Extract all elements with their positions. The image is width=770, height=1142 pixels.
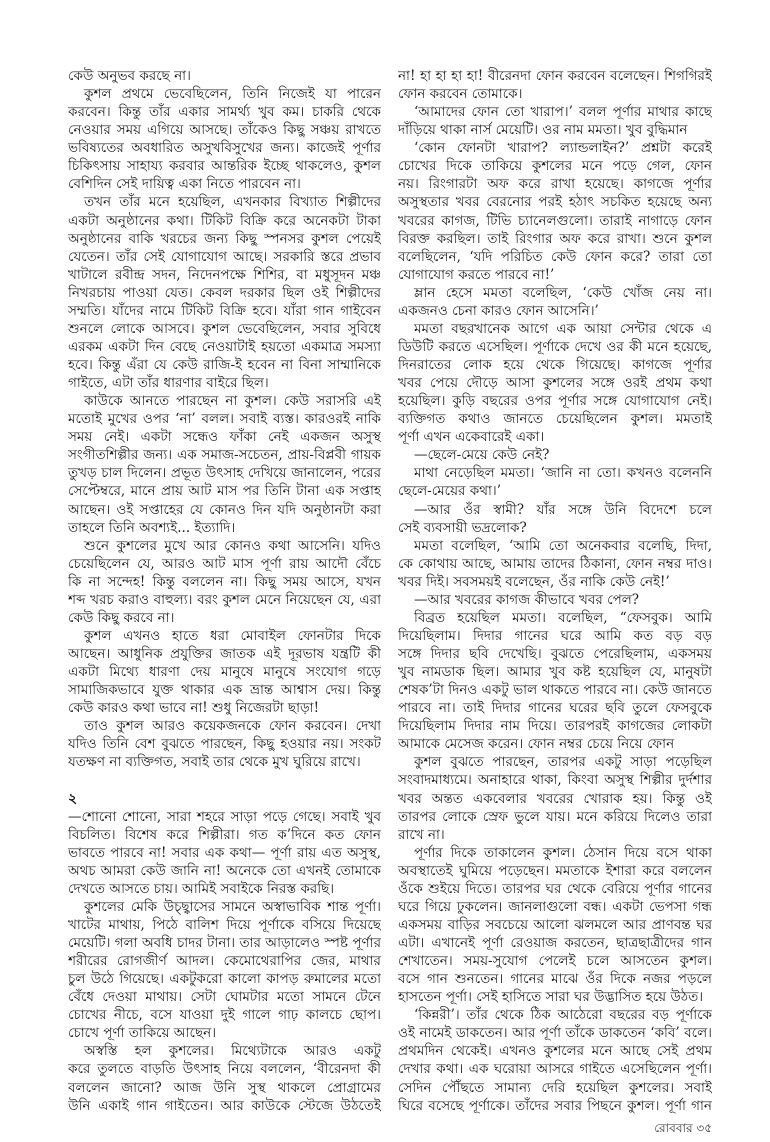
text-line: —আর খবরের কাগজ কীভাবে খবর পেল?	[414, 591, 640, 608]
text-line: তাও কুশল আরও কয়েকজনকে ফোন করবেন। দেখা	[84, 718, 381, 735]
paragraph	[398, 537, 712, 591]
text-line: শেষক’টা দিনও একটু ভাল থাকতে পারবে না। কেউ জানতে	[398, 682, 712, 699]
paragraph	[398, 1006, 712, 1114]
text-line: শরীরের রোগজীর্ণ আদল। কেমোথেরাপির জের, মাথার	[68, 953, 381, 970]
paragraph	[398, 139, 712, 284]
text-line: ছেলে-মেয়ের কথা।’	[398, 483, 501, 500]
text-line: অস্বস্তি হল কুশলের। মিথ্যেটাকে আরও একটু	[84, 1043, 381, 1060]
text-line: ‘আমাদের ফোন তো খারাপ।’ বলল পূর্ণার মাথার কাছে	[414, 104, 712, 121]
text-line: ‘কিন্নরী’। তাঁর থেকে ঠিক আঠেরো বছরের বড় পূর্ণাকে	[414, 1007, 712, 1024]
text-line: কুশল বুঝতে পারছেন, তারপর একটু সাড়া পড়েছিল	[414, 754, 712, 771]
text-line: পারবে না। তাই দিদার গানের ঘরের ছবি তুলে ফেসবুকে	[398, 700, 712, 717]
text-line: বেশিদিন সেই দায়িত্ব একা নিতে পারবেন না।	[68, 176, 301, 193]
text-line: ভাবতে পারবে না! সবার এক কথা— পূর্ণা রায় এত অসুস্থ,	[68, 844, 381, 861]
text-line: করে তুলতে বাড়তি উৎসাহ নিয়ে বললেন, ‘বীরেনদা কী	[68, 1061, 381, 1078]
text-line: কেউ কারও কথা ভাবে না! শুধু নিজেরটা ছাড়া!	[68, 700, 319, 717]
text-line: খবর অন্তত একবেলার খবরের খোরাক হয়। কিন্তু ওই	[398, 790, 712, 807]
text-line: কুশল এখনও হাতে ধরা মোবাইল ফোনটার দিকে	[84, 627, 381, 644]
text-line: অনুষ্ঠানের বাকি খরচের জন্য কিছু স্পনসর কুশল পেয়েই	[68, 230, 381, 247]
paragraph	[398, 464, 712, 500]
text-line: অথচ আমরা কেউ জানি না! অনেকে তো এখনই তোমাকে	[68, 862, 381, 879]
right-column	[398, 67, 712, 1117]
text-line: প্রথমদিন থেকেই। এখনও কুশলের মনে আছে সেই প্রথম	[398, 1043, 712, 1060]
text-line: খবর দিই। সবসময়ই বলেছেন, ওঁর নাকি কেউ নেই!’	[398, 573, 670, 590]
text-line: মাথা নেড়েছিল মমতা। ‘জানি না তো। কখনও বলেননি	[414, 465, 712, 482]
text-line: আছেন। আধুনিক প্রযুক্তির জাতক এই দূরভাষ যন্ত্রটি কী	[68, 646, 381, 662]
paragraph	[398, 284, 712, 320]
paragraph	[398, 446, 712, 464]
text-line: বেঁধে দেওয়া মাথায়। সেটা ঘোমটার মতো সামনে টেনে	[68, 989, 381, 1006]
text-line: আছেন। ওই সপ্তাহের যে কোনও দিন যদি অনুষ্ঠানটা করা	[68, 501, 381, 518]
text-line: না! হা হা হা হা! বীরেনদা ফোন করবেন বলেছেন। শিগগিরই	[398, 68, 712, 84]
text-line: যতক্ষণ না ব্যক্তিগত, সবাই তার থেকে মুখ ঘুরিয়ে রাখে।	[68, 754, 361, 771]
text-line: যেতেন। তাঁর সেই যোগাযোগ আছে। সরকারি স্তরে প্রভাব	[68, 248, 381, 265]
text-line: যদিও তিনি বেশ বুঝতে পারছেন, কিছু হওয়ার নয়। সংকট	[68, 736, 381, 753]
paragraph	[398, 591, 712, 609]
text-line: কি না সন্দেহ! কিন্তু বললেন না। কিছু সময় আসে, যখন	[68, 573, 381, 590]
text-line: সময় নেই। একটা সন্ধেও ফাঁকা নেই একজন অসুস্থ	[68, 429, 381, 446]
text-line: চোখে পূর্ণা তাকিয়ে আছেন।	[68, 1025, 217, 1042]
paragraph	[68, 627, 381, 717]
paragraph	[68, 392, 381, 537]
text-line: নয়। রিংগারটা অফ করে রাখা হয়েছে। কাগজে পূর্ণার	[398, 176, 712, 193]
paragraph	[398, 609, 712, 754]
text-line: দিয়েছিলাম। দিদার গানের ঘরে আমি কত বড় বড়	[398, 627, 712, 644]
text-line: বললেন জানো? আজ উনি সুস্থ থাকলে প্রোগ্রামের	[68, 1079, 381, 1096]
paragraph	[398, 844, 712, 1007]
text-line: শুনে কুশলের মুখে আর কোনও কথা আসেনি। যদিও	[84, 537, 381, 554]
paragraph	[68, 898, 381, 1043]
text-line: ঘিরে বসেছে পূর্ণাকে। তাঁদের সবার পিছনে কুশল। পূর্ণা গান	[398, 1097, 712, 1114]
text-line: সামাজিকভাবে যুক্ত থাকার এক ভ্রান্ত আশ্বাস দেয়। কিন্তু	[68, 682, 381, 699]
text-line: দিনরাতের লোক হয়ে থেকে গিয়েছে। কাগজে পূর্ণার	[398, 357, 712, 373]
paragraph	[398, 501, 712, 537]
text-line: খাটের মাথায়, পিঠে বালিশ দিয়ে পূর্ণাকে বসিয়ে দিয়েছে	[68, 916, 381, 933]
left-column	[68, 67, 381, 1117]
text-line: ওই নামেই ডাকতেন। আর পূর্ণা তাঁকে ডাকতেন ‘কবি’ বলে।	[398, 1025, 712, 1042]
text-line: বলেছিলেন, ‘যদি পরিচিত কেউ ফোন করে? তারা তো	[398, 248, 712, 265]
text-line: মমতা বছরখানেক আগে এক আয়া সেন্টার থেকে এ	[414, 320, 712, 337]
text-line: তখন তাঁর মনে হয়েছিল, এখনকার বিখ্যাত শিল্পীদের	[84, 194, 381, 211]
text-line: উনি একাই গান গাইতেন। আর কাউকে স্টেজে উঠতেই	[68, 1097, 381, 1114]
text-line: অবস্থাতেই ঘুমিয়ে পড়েছেন। মমতাকে ইশারা করে বললেন	[398, 862, 712, 879]
text-line: মতোই মুখের ওপর ‘না’ বলল। সবাই ব্যস্ত। কারওরই নাকি	[68, 411, 381, 428]
text-line: কেউ কিছু করবে না।	[68, 609, 175, 626]
text-line: শুনলে লোকে আসবে। কুশল ভেবেছিলেন, সবার সুবিধে	[68, 320, 381, 337]
text-line: পূর্ণার দিকে তাকালেন কুশল। ঠেসান দিয়ে বসে থাকা	[414, 844, 712, 861]
text-line: কে কোথায় আছে, আমায় তাদের ঠিকানা, ফোন নম্বর দাও।	[398, 555, 712, 572]
text-line: —শোনো শোনো, সারা শহরে সাড়া পড়ে গেছে। সবাই খুব	[68, 808, 381, 825]
text-line: ভবিষ্যতের অবধারিত অসুখবিসুখের জন্য। কাজেই পূর্ণার	[68, 140, 381, 157]
text-line: সঙ্গে দিদার ছবি দেখেছি। বুঝতে পেরেছিলাম, একসময়	[398, 646, 712, 662]
text-line: খুব নামডাক ছিল। আমার খুব কষ্ট হয়েছিল যে, মানুষটা	[398, 664, 712, 681]
text-line: চেয়েছিলেন যে, আরও আট মাস পূর্ণা রায় আদৌ বেঁচে	[68, 555, 381, 572]
text-line: একজনও চেনা কারও ফোন আসেনি।’	[398, 302, 599, 319]
text-line: দেখার কথা। এক ঘরোয়া আসরে গাইতে এসেছিলেন পূর্ণা।	[398, 1061, 712, 1078]
paragraph	[398, 320, 712, 446]
text-line: কুশল প্রথমে ভেবেছিলেন, তিনি নিজেই যা পারেন	[84, 86, 381, 103]
text-line: করবেন। কিন্তু তাঁর একার সামর্থ্য খুব কম। চাকরি থেকে	[68, 104, 381, 121]
text-line: খবরের কাগজ, টিভি চ্যানেলগুলো। তারাই নাগাড়ে ফোন	[398, 212, 712, 229]
text-line: তারপর লোকে স্রেফ ভুলে যায়। মনে করিয়ে দিলেও তারা	[398, 808, 712, 825]
text-line: নেওয়ার সময় এগিয়ে আসছে। তাঁকেও কিছু সঞ্চয় রাখতে	[68, 122, 381, 139]
text-line: দাঁড়িয়ে থাকা নার্স মেয়েটি। ওর নাম মমতা। খুব বুদ্ধিমান	[398, 122, 688, 139]
paragraph	[68, 193, 381, 392]
paragraph	[398, 103, 712, 139]
text-line: হবে। কিন্তু এঁরা যে কেউ রাজি-ই হবেন না বিনা সাম্মানিকে	[68, 357, 381, 373]
text-line: কেউ অনুভব করছে না।	[68, 68, 191, 84]
text-line: চোখের নীচে, বসে যাওয়া দুই গালে গাঢ় কালচে ছোপ।	[68, 1007, 381, 1024]
text-line: খাটালে রবীন্দ্র সদন, নিদেনপক্ষে শিশির, বা মধুসূদন মঞ্চ	[68, 266, 381, 283]
text-line: শেখাতেন। সময়-সুযোগ পেলেই চলে আসতেন কুশল।	[398, 953, 712, 970]
text-line: রাখে না।	[398, 826, 445, 843]
text-line: চুল উঠে গিয়েছে। একটুকরো কালো কাপড় রুমালের মতো	[68, 971, 381, 988]
text-line: বিচলিত। বিশেষ করে শিল্পীরা। গত ক’দিনে কত ফোন	[68, 826, 381, 843]
text-line: ম্লান হেসে মমতা বলেছিল, ‘কেউ খোঁজ নেয় না।	[414, 284, 712, 301]
text-line: গাইতে, এটা তাঁর ধারণার বাইরে ছিল।	[68, 375, 269, 392]
text-line: সংগীতশিল্পীর জন্য। এক সমাজ-সচেতন, প্রায়-বিপ্লবী গায়ক	[68, 447, 381, 464]
text-line: সেই ব্যবসায়ী ভদ্রলোক?	[398, 519, 527, 536]
text-line: কুশলের মেকি উচ্ছ্বাসের সামনে অস্বাভাবিক শান্ত পূর্ণা।	[84, 898, 381, 915]
text-line: মেয়েটি। গলা অবধি চাদর টানা। তার আড়ালেও স্পষ্ট পূর্ণার	[68, 935, 381, 951]
text-line: চোখের দিকে তাকিয়ে কুশলের মনে পড়ে গেল, ফোন	[398, 158, 712, 175]
text-line: সেপ্টেম্বরে, মানে প্রায় আট মাস পর তিনি টানা এক সপ্তাহ	[68, 483, 381, 500]
text-line: সেদিন পৌঁছতে সামান্য দেরি হয়েছিল কুশলের। সবাই	[398, 1079, 712, 1096]
section-number: ২	[68, 790, 78, 807]
text-line: খবর পেয়ে দৌড়ে আসা কুশলের সঙ্গে ওরই প্রথম কথা	[398, 375, 712, 392]
text-line: বিরক্ত করছিল। তাই রিংগার অফ করে রাখা। শুনে কুশল	[398, 230, 712, 247]
text-line: হাসতেন পূর্ণা। সেই হাসিতে সারা ঘর উদ্ভাসিত হয়ে উঠত।	[398, 989, 704, 1006]
text-line: সংবাদমাধ্যমে। অনাহারে থাকা, কিংবা অসুস্থ শিল্পীর দুর্দশার	[398, 772, 712, 789]
text-line: একসময় বাড়ির সবচেয়ে আলো ঝলমলে আর প্রাণবন্ত ঘর	[398, 916, 712, 933]
text-line: সম্মতি। যাঁদের নামে টিকিট বিক্রি হবে। যাঁরা গান গাইবেন	[68, 302, 381, 319]
text-line: কাউকে আনতে পারছেন না কুশল। কেউ সরাসরি এই	[84, 393, 381, 410]
magazine-name: রোববার	[654, 1121, 693, 1135]
paragraph	[68, 808, 381, 898]
text-line: ওঁকে শুইয়ে দিতে। তারপর ঘর থেকে বেরিয়ে পূর্ণার গানের	[398, 880, 712, 897]
text-line: বিব্রত হয়েছিল মমতা। বলেছিল, “ফেসবুক। আমি	[414, 609, 712, 626]
text-line: দিয়েছিলাম দিদার নাম দিয়ে। তারপরই কাগজের লোকটা	[398, 718, 712, 735]
text-line: তাহলে তিনি অবশ্যই... ইত্যাদি।	[68, 519, 236, 536]
paragraph	[68, 717, 381, 771]
text-line: ব্যক্তিগত কথাও জানতে চেয়েছিলেন কুশল। মমতাই	[398, 411, 712, 428]
text-line: মমতা বলেছিল, ‘আমি তো অনেকবার বলেছি, দিদা,	[414, 537, 712, 554]
paragraph	[68, 1042, 381, 1114]
text-line: নিখরচায় পাওয়া যেত। কেবল দরকার ছিল ওই শিল্পীদের	[68, 284, 381, 301]
text-line: একটা মিথ্যে ধারণা দেয় মানুষে মানুষে সংযোগ গড়ে	[68, 664, 381, 681]
text-line: দেখতে আসতে চায়। আমিই সবাইকে নিরস্ত করছি।	[68, 880, 335, 897]
text-line: —আর ওঁর স্বামী? যাঁর সঙ্গে উনি বিদেশে চলে	[414, 501, 712, 518]
text-line: একটা অনুষ্ঠানের কথা। টিকিট বিক্রি করে অনেকটা টাকা	[68, 212, 381, 229]
text-line: এরকম একটা দিন বেছে নেওয়াটাই হয়তো একমাত্র সমস্যা	[68, 338, 381, 355]
paragraph	[398, 67, 712, 103]
text-line: ডিউটি করতে এসেছিল। পূর্ণাকে দেখে ওর কী মনে হয়েছে,	[398, 338, 712, 355]
page-footer	[654, 1120, 712, 1136]
text-line: ঘরে গিয়ে ঢুকলেন। জানলাগুলো বন্ধ। একটা ভেপসা গন্ধ	[398, 898, 712, 915]
text-line: ‘কোন ফোনটা খারাপ? ল্যান্ডলাইন?’ প্রশ্নটা করেই	[414, 140, 712, 157]
page-number: ৩৫	[696, 1121, 712, 1135]
paragraph	[398, 753, 712, 843]
paragraph	[68, 537, 381, 627]
text-line: অসুস্থতার খবর বেরনোর পরই হঠাৎ সচকিত হয়েছে অন্য	[398, 194, 712, 211]
text-line: চিকিৎসায় সাহায্য করবার আন্তরিক ইচ্ছে থাকলেও, কুশল	[68, 158, 381, 175]
text-line: এটা। এখানেই পূর্ণা রেওয়াজ করতেন, ছাত্রছাত্রীদের গান	[398, 935, 712, 951]
paragraph	[68, 85, 381, 193]
text-line: বসে গান শুনতেন। গানের মাঝে ওঁর দিকে নজর পড়লে	[398, 971, 712, 988]
text-line: তুখড় চাল দিলেন। প্রভূত উৎসাহ দেখিয়ে জানালেন, পরের	[68, 465, 381, 482]
text-line: ফোন করবেন তোমাকে।	[398, 86, 523, 103]
text-line: আমাকে মেসেজ করেন। ফোন নম্বর চেয়ে নিয়ে ফোন	[398, 736, 675, 753]
paragraph	[68, 67, 381, 85]
text-line: হয়েছিল। কুড়ি বছরের ওপর পূর্ণার সঙ্গে যোগাযোগ নেই।	[398, 393, 712, 410]
text-line: যোগাযোগ করতে পারবে না!’	[398, 266, 555, 283]
text-line: পূর্ণা এখন একেবারেই একা।	[398, 429, 545, 446]
text-line: শব্দ খরচ করাও বাহুল্য। বরং কুশল মেনে নিয়েছেন যে, এরা	[68, 591, 381, 608]
text-line: —ছেলে-মেয়ে কেউ নেই?	[414, 447, 550, 464]
